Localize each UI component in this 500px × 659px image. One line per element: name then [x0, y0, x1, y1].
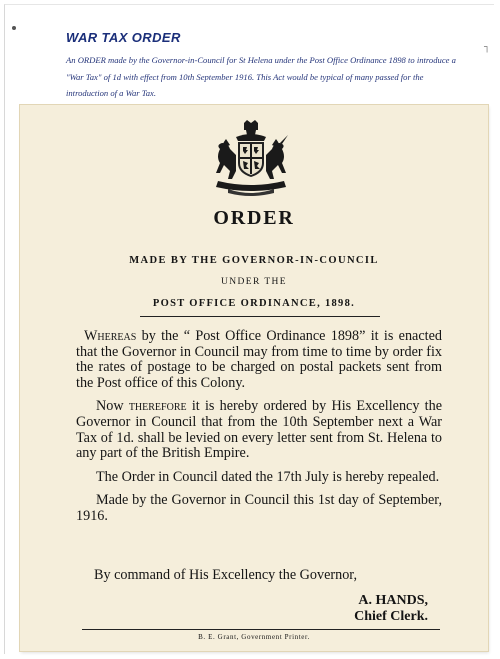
- signer-name: A. HANDS,: [358, 593, 428, 608]
- printer-imprint: B. E. Grant, Government Printer.: [198, 633, 310, 641]
- top-divider: [140, 316, 380, 317]
- command-line: By command of His Excellency the Governor,: [94, 567, 358, 583]
- war-tax-order-document: [20, 105, 488, 651]
- now-word: Now: [96, 398, 129, 415]
- made-by-line: MADE BY THE GOVERNOR-IN-COUNCIL: [129, 255, 379, 266]
- therefore-word: therefore: [128, 398, 187, 415]
- ordinance-title: POST OFFICE ORDINANCE, 1898.: [152, 298, 356, 309]
- album-description: An ORDER made by the Governor-in-Council for St Helena under the Post Office Ordinance 1898 to introduce a "War Tax" of 1d with effect from 10th September 1916. This Act would be typical of many passed for the introduction of a War Tax.: [66, 55, 456, 98]
- under-the-line: UNDER THE: [221, 277, 287, 287]
- signer-title: Chief Clerk.: [354, 609, 428, 624]
- page-dot: [12, 26, 16, 30]
- corner-mark-icon: ┐: [484, 42, 491, 53]
- royal-coat-of-arms-icon: [208, 119, 294, 197]
- paragraph-made-by: Made by the Governor in Council this 1st day of September, 1916.: [76, 492, 442, 524]
- bottom-divider: [82, 629, 440, 630]
- paragraph-repeal: The Order in Council dated the 17th July is hereby repealed.: [96, 468, 440, 485]
- now-therefore-text: it is hereby ordered by His Excellency the Governor in Council that from the 10th September next a War Tax of 1d. shall be levied on every letter sent from St. Helena to any part of the British Empire.: [76, 398, 442, 462]
- paragraph-whereas: [76, 329, 442, 391]
- order-heading: ORDER: [213, 207, 295, 229]
- whereas-text: by the “ Post Office Ordinance 1898” it is enacted that the Governor in Council may from time to time by order fix the rates of postage to be charged on postal packets sent from the Post office of this Colony.: [76, 328, 442, 391]
- paragraph-now-therefore: [76, 399, 442, 461]
- album-title: WAR TAX ORDER: [66, 30, 181, 45]
- whereas-lead: Whereas: [84, 328, 137, 344]
- order-body: [76, 329, 442, 533]
